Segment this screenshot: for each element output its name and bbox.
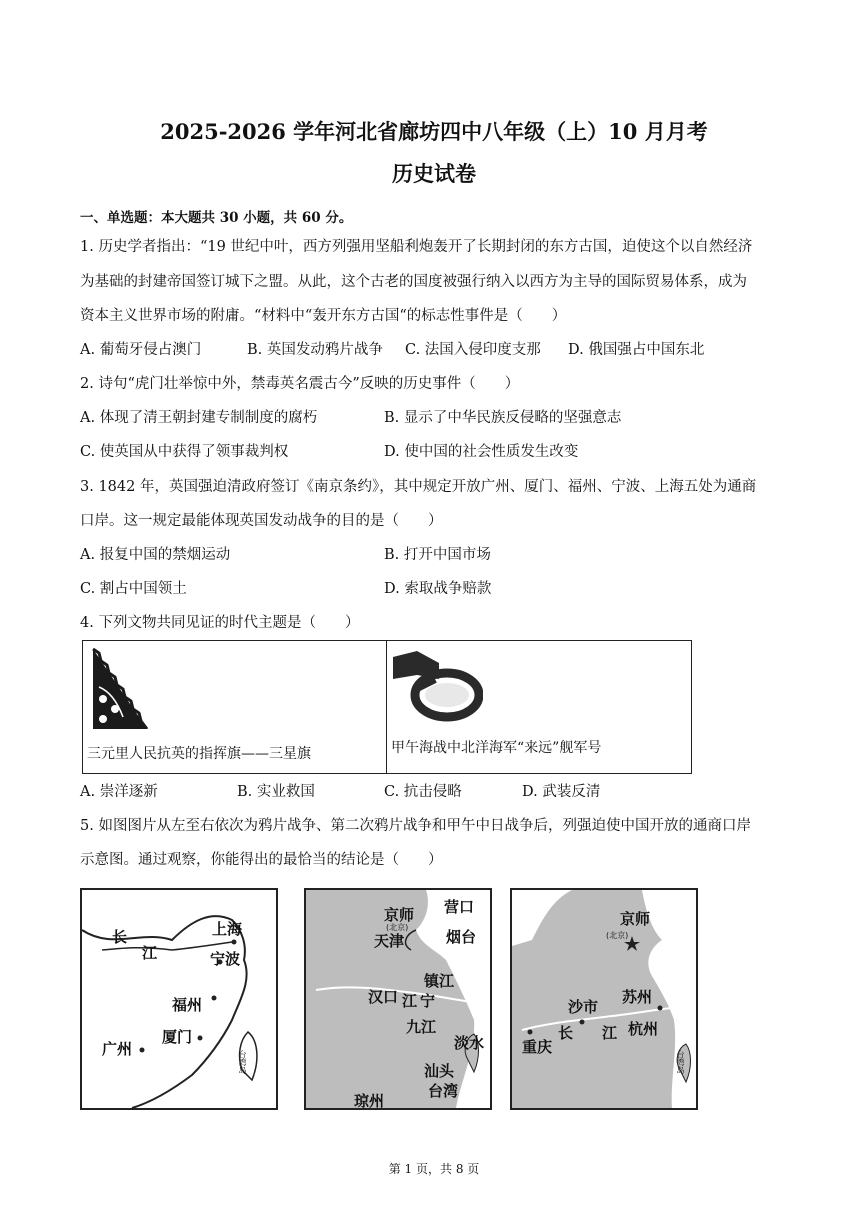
map-opium-war bbox=[80, 888, 278, 1110]
map1-label: 广州 bbox=[102, 1040, 133, 1058]
map2-label: (北京) bbox=[386, 923, 409, 932]
q5-line: 示意图。通过观察，你能得出的最恰当的结论是（ ） bbox=[80, 852, 443, 868]
q3-option-c[interactable]: C. 割占中国领土 bbox=[80, 581, 187, 597]
map1-label: 江 bbox=[142, 944, 158, 962]
map2-label: 宁 bbox=[420, 992, 436, 1010]
q5-line: 5. 如图图片从左至右依次为鸦片战争、第二次鸦片战争和甲午中日战争后，列强迫使中国开放的通商口岸 bbox=[80, 818, 751, 834]
page-footer: 第 1 页，共 8 页 bbox=[388, 1162, 480, 1176]
map-second-opium-war bbox=[304, 888, 492, 1110]
q3-line: 口岸。这一规定最能体现英国发动战争的目的是（ ） bbox=[80, 513, 443, 529]
map3-label: 重庆 bbox=[522, 1038, 553, 1056]
q2-option-a[interactable]: A. 体现了清王朝封建专制制度的腐朽 bbox=[80, 410, 318, 426]
q3-option-a[interactable]: A. 报复中国的禁烟运动 bbox=[80, 547, 231, 563]
table-divider bbox=[386, 641, 387, 773]
q4-option-b[interactable]: B. 实业救国 bbox=[237, 784, 315, 800]
q1-option-c[interactable]: C. 法国入侵印度支那 bbox=[405, 342, 541, 358]
map1-label: 福州 bbox=[172, 996, 203, 1014]
exam-title: 2025-2026 学年河北省廊坊四中八年级（上）10 月月考 bbox=[160, 119, 708, 144]
q1-line: 为基础的封建帝国签订城下之盟。从此，这个古老的国度被强行纳入以西方为主导的国际贸易体系，成为 bbox=[80, 274, 747, 290]
q2-option-b[interactable]: B. 显示了中华民族反侵略的坚强意志 bbox=[384, 410, 622, 426]
map2-label: 汕头 bbox=[424, 1062, 455, 1080]
map2-label: 镇江 bbox=[424, 972, 455, 990]
map-sino-japanese-war bbox=[510, 888, 698, 1110]
map3-label: 苏州 bbox=[622, 988, 653, 1006]
q2-line: 2. 诗句“虎门壮举惊中外，禁毒英名震古今”反映的历史事件（ ） bbox=[80, 376, 520, 392]
q3-option-b[interactable]: B. 打开中国市场 bbox=[384, 547, 491, 563]
q4-option-d[interactable]: D. 武装反清 bbox=[522, 784, 601, 800]
map1-label: 上海 bbox=[212, 920, 243, 938]
left-caption: 三元里人民抗英的指挥旗——三星旗 bbox=[87, 746, 311, 762]
artifact-table bbox=[82, 640, 692, 774]
map3-label: 杭州 bbox=[628, 1020, 659, 1038]
map3-label: 台湾岛 bbox=[676, 1050, 685, 1074]
section-heading: 一、单选题：本大题共 30 小题，共 60 分。 bbox=[80, 210, 353, 226]
q2-option-d[interactable]: D. 使中国的社会性质发生改变 bbox=[384, 444, 579, 460]
q4-option-a[interactable]: A. 崇洋逐新 bbox=[80, 784, 158, 800]
map2-label: 九江 bbox=[406, 1018, 437, 1036]
map1-label: 长 bbox=[112, 928, 128, 946]
q4-line: 4. 下列文物共同见证的时代主题是（ ） bbox=[80, 615, 360, 631]
map2-label: 台湾 bbox=[428, 1082, 459, 1100]
exam-subtitle: 历史试卷 bbox=[392, 161, 476, 186]
map2-label: 淡水 bbox=[454, 1034, 485, 1052]
map1-label: 台湾岛 bbox=[238, 1050, 247, 1074]
map3-label: 沙市 bbox=[568, 998, 599, 1016]
q2-option-c[interactable]: C. 使英国从中获得了领事裁判权 bbox=[80, 444, 289, 460]
map3-label: 江 bbox=[602, 1024, 618, 1042]
q3-option-d[interactable]: D. 索取战争赔款 bbox=[384, 581, 492, 597]
bugle-image bbox=[391, 649, 483, 723]
q4-option-c[interactable]: C. 抗击侵略 bbox=[384, 784, 462, 800]
map2-label: 京师 bbox=[384, 906, 415, 924]
map2-label: 琼州 bbox=[354, 1092, 385, 1110]
map3-sea bbox=[512, 890, 696, 1108]
map3-label: 京师 bbox=[620, 910, 651, 928]
q1-option-d[interactable]: D. 俄国强占中国东北 bbox=[568, 342, 705, 358]
three-star-flag-image bbox=[89, 645, 151, 729]
map2-label: 营口 bbox=[444, 898, 475, 916]
q1-option-b[interactable]: B. 英国发动鸦片战争 bbox=[247, 342, 383, 358]
q1-line: 1. 历史学者指出：“19 世纪中叶，西方列强用坚船利炮轰开了长期封闭的东方古国，迫使这个以自然经济 bbox=[80, 239, 753, 255]
map2-label: 江 bbox=[402, 992, 418, 1010]
map2-label: 烟台 bbox=[446, 928, 477, 946]
q1-option-a[interactable]: A. 葡萄牙侵占澳门 bbox=[80, 342, 202, 358]
map2-label: 天津 bbox=[374, 932, 405, 950]
map1-label: 宁波 bbox=[210, 950, 241, 968]
right-caption: 甲午海战中北洋海军“来远”舰军号 bbox=[391, 740, 602, 756]
map1-label: 厦门 bbox=[162, 1028, 193, 1046]
map2-label: 汉口 bbox=[368, 988, 399, 1006]
q1-line: 资本主义世界市场的附庸。“材料中“轰开东方古国“的标志性事件是（ ） bbox=[80, 308, 567, 324]
map3-label: (北京) bbox=[606, 931, 629, 940]
map3-label: 长 bbox=[558, 1024, 574, 1042]
q3-line: 3. 1842 年，英国强迫清政府签订《南京条约》，其中规定开放广州、厦门、福州、宁波、上海五处为通商 bbox=[80, 479, 757, 495]
